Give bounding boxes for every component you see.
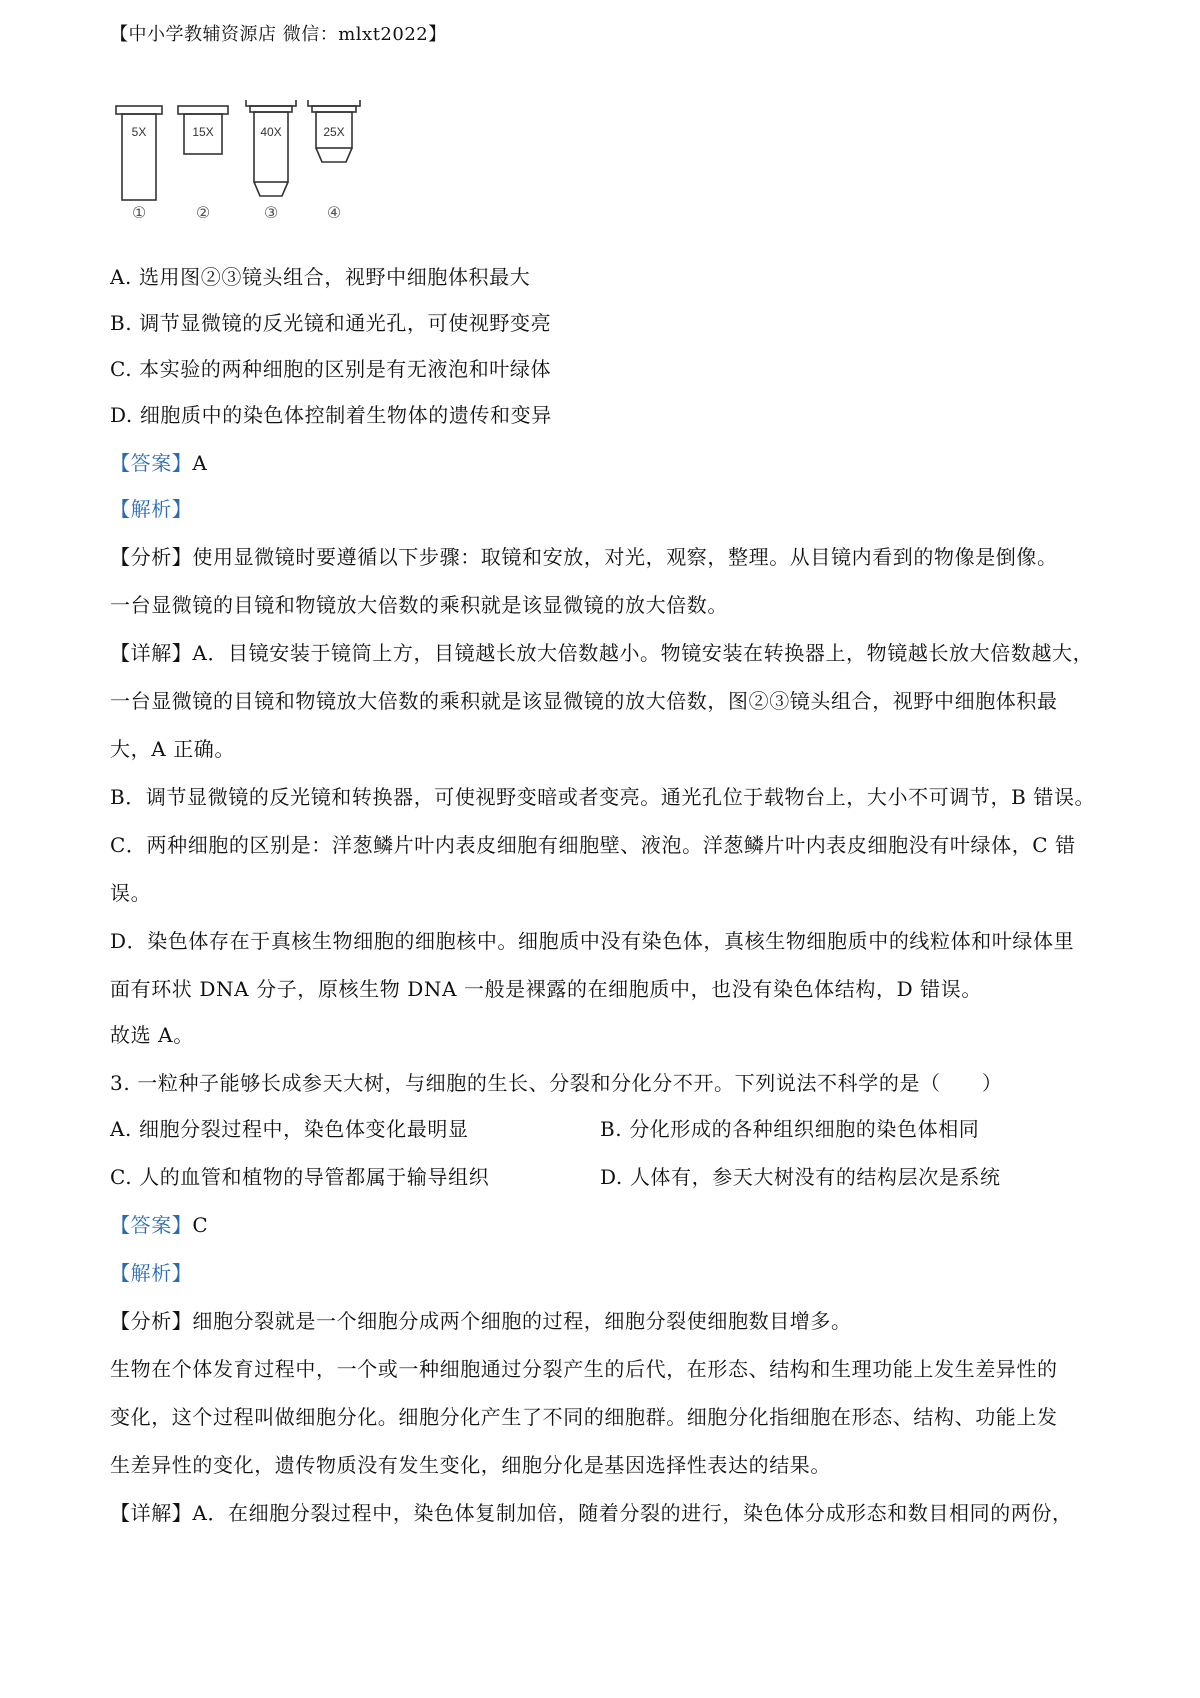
lens-3-label: 40X: [260, 125, 282, 139]
q2-option-d: D. 细胞质中的染色体控制着生物体的遗传和变异: [110, 403, 552, 427]
fenxi-tag: 【分析】: [110, 1309, 193, 1333]
page-header: 【中小学教辅资源店 微信：mlxt2022】: [110, 24, 447, 45]
q2-xiangjie-line-3: 大，A 正确。: [110, 737, 236, 761]
microscope-lens-figure: [108, 100, 408, 250]
q3-option-b: B. 分化形成的各种组织细胞的染色体相同: [600, 1117, 980, 1141]
q2-analysis-tag: 【解析】: [110, 497, 193, 521]
q3-option-d: D. 人体有，参天大树没有的结构层次是系统: [600, 1165, 1001, 1189]
q2-option-c: C. 本实验的两种细胞的区别是有无液泡和叶绿体: [110, 357, 552, 381]
q3-analysis-tag: 【解析】: [110, 1261, 193, 1285]
q2-fenxi-line-2: 一台显微镜的目镜和物镜放大倍数的乘积就是该显微镜的放大倍数。: [110, 593, 728, 617]
fenxi-text: 细胞分裂就是一个细胞分成两个细胞的过程，细胞分裂使细胞数目增多。: [192, 1309, 852, 1333]
answer-value: A: [192, 451, 208, 475]
q2-fenxi-line-1: [110, 544, 1058, 570]
answer-value: C: [192, 1213, 209, 1237]
q3-fenxi-line-2: 生物在个体发育过程中，一个或一种细胞通过分裂产生的后代，在形态、结构和生理功能上发生差异性的: [110, 1357, 1058, 1381]
answer-tag: 【答案】: [110, 1213, 193, 1237]
lens-1-label: 5X: [131, 125, 147, 139]
lens-2-label: 15X: [192, 125, 214, 139]
q2-answer: [110, 450, 207, 476]
fenxi-text: 使用显微镜时要遵循以下步骤：取镜和安放，对光，观察，整理。从目镜内看到的物像是倒像。: [192, 545, 1058, 569]
q2-conclusion: 故选 A。: [110, 1023, 194, 1047]
q2-xiangjie-line-7: D．染色体存在于真核生物细胞的细胞核中。细胞质中没有染色体，真核生物细胞质中的线粒体和叶绿体里: [110, 929, 1075, 953]
q2-xiangjie-line-5: C．两种细胞的区别是：洋葱鳞片叶内表皮细胞有细胞壁、液泡。洋葱鳞片叶内表皮细胞没有叶绿体，C 错: [110, 833, 1076, 857]
xiangjie-tag: 【详解】: [110, 641, 193, 665]
q2-option-b: B. 调节显微镜的反光镜和通光孔，可使视野变亮: [110, 311, 552, 335]
q2-xiangjie-line-2: 一台显微镜的目镜和物镜放大倍数的乘积就是该显微镜的放大倍数，图②③镜头组合，视野中细胞体积最: [110, 689, 1058, 713]
q3-fenxi-line-4: 生差异性的变化，遗传物质没有发生变化，细胞分化是基因选择性表达的结果。: [110, 1453, 831, 1477]
xiangjie-text: A．在细胞分裂过程中，染色体复制加倍，随着分裂的进行，染色体分成形态和数目相同的两份，: [192, 1501, 1073, 1525]
fenxi-tag: 【分析】: [110, 545, 193, 569]
q3-answer: [110, 1212, 208, 1238]
xiangjie-tag: 【详解】: [110, 1501, 193, 1525]
lens-1-number: ①: [131, 203, 147, 222]
q3-fenxi-line-3: 变化，这个过程叫做细胞分化。细胞分化产生了不同的细胞群。细胞分化指细胞在形态、结构、功能上发: [110, 1405, 1058, 1429]
q3-fenxi-line-1: [110, 1308, 852, 1334]
q3-stem: 3. 一粒种子能够长成参天大树，与细胞的生长、分裂和分化分不开。下列说法不科学的是（ ）: [110, 1071, 1003, 1095]
answer-tag: 【答案】: [110, 451, 193, 475]
lens-2-number: ②: [195, 203, 211, 222]
q3-option-a: A. 细胞分裂过程中，染色体变化最明显: [110, 1117, 469, 1141]
q2-xiangjie-line-8: 面有环状 DNA 分子，原核生物 DNA 一般是裸露的在细胞质中，也没有染色体结构，D 错误。: [110, 977, 982, 1001]
q3-option-c: C. 人的血管和植物的导管都属于输导组织: [110, 1165, 490, 1189]
lens-3-number: ③: [263, 203, 279, 222]
lens-4-label: 25X: [323, 125, 345, 139]
q3-xiangjie-line-1: [110, 1500, 1073, 1526]
q2-option-a: A. 选用图②③镜头组合，视野中细胞体积最大: [110, 265, 531, 289]
lens-4-number: ④: [326, 203, 342, 222]
xiangjie-text: A．目镜安装于镜筒上方，目镜越长放大倍数越小。物镜安装在转换器上，物镜越长放大倍数越大，: [192, 641, 1094, 665]
q2-xiangjie-line-1: [110, 640, 1093, 666]
q2-xiangjie-line-4: B．调节显微镜的反光镜和转换器，可使视野变暗或者变亮。通光孔位于载物台上，大小不可调节，B 错误。: [110, 785, 1096, 809]
q2-xiangjie-line-6: 误。: [110, 881, 152, 905]
